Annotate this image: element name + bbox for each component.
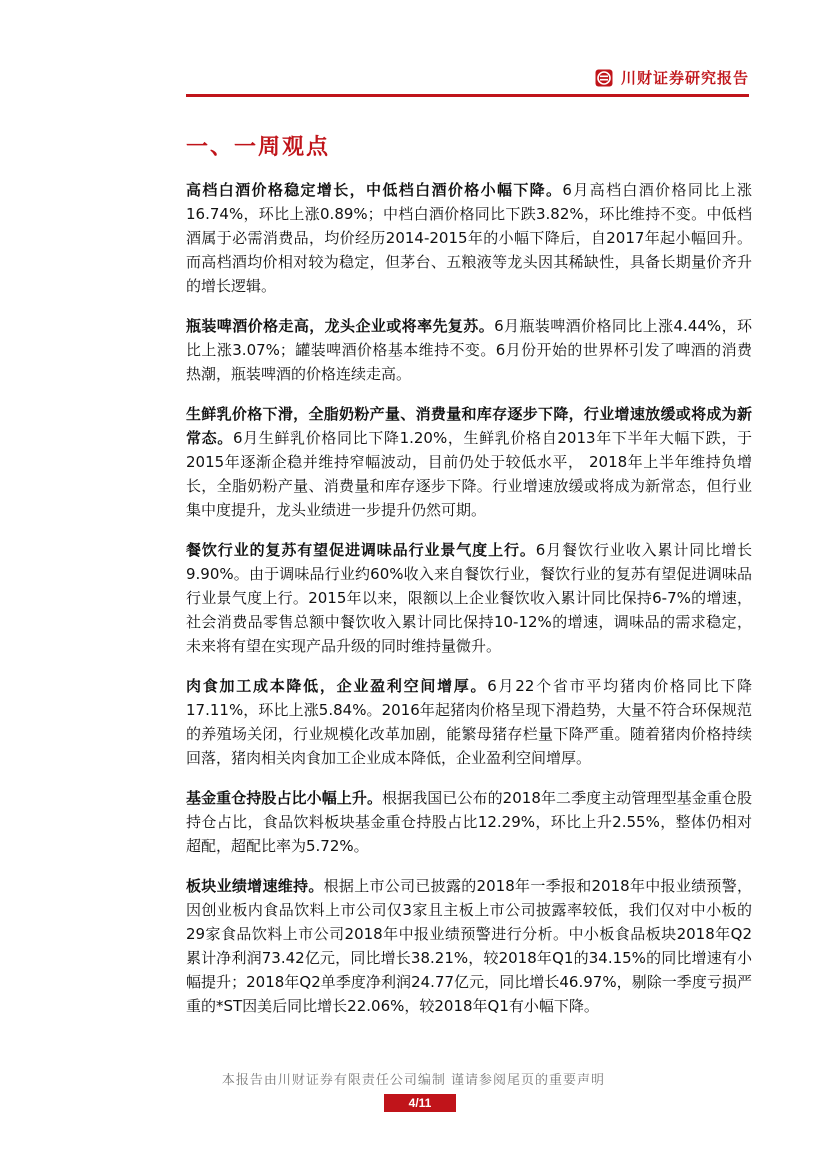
paragraph-body: 根据上市公司已披露的2018年一季报和2018年中报业绩预警，因创业板内食品饮料上市公司仅3家且主板上市公司披露率较低，我们仅对中小板的29家食品饮料上市公司2018年中报业绩预警进行分析。中小板食品板块2018年Q2累计净利润73.42亿元，同比增长38.21%，较2018年Q1的34.15%的同比增速有小幅提升；2018年Q2单季度净利润24.77亿元，同比增长46.97%，剔除一季度亏损严重的*ST因美后同比增长22.06%，较2018年Q1有小幅下降。 [186,877,752,1015]
paragraph-lead: 瓶装啤酒价格走高，龙头企业或将率先复苏。 [186,317,495,335]
paragraph [186,786,752,858]
brand-logo-icon [595,69,613,87]
paragraph [186,314,752,386]
paragraph-body: 6月餐饮行业收入累计同比增长9.90%。由于调味品行业约60%收入来自餐饮行业，餐饮行业的复苏有望促进调味品行业景气度上行。2015年以来，限额以上企业餐饮收入累计同比保持6-7%的增速，社会消费品零售总额中餐饮收入累计同比保持10-12%的增速，调味品的需求稳定，未来将有望在实现产品升级的同时维持量微升。 [186,541,752,655]
page-header [186,66,749,92]
paragraph-lead: 高档白酒价格稳定增长，中低档白酒价格小幅下降。 [186,181,563,199]
paragraph [186,402,752,522]
paragraph [186,674,752,770]
paragraph-body: 根据我国已公布的2018年二季度主动管理型基金重仓股持仓占比，食品饮料板块基金重仓持股占比12.29%，环比上升2.55%，整体仍相对超配，超配比率为5.72%。 [186,789,752,855]
page-number: 4/11 [384,1094,456,1112]
paragraph [186,538,752,658]
paragraph [186,178,752,298]
footer-disclaimer: 本报告由川财证券有限责任公司编制 谨请参阅尾页的重要声明 [221,1073,606,1088]
paragraph-body: 6月瓶装啤酒价格同比上涨4.44%，环比上涨3.07%；罐装啤酒价格基本维持不变。6月份开始的世界杯引发了啤酒的消费热潮，瓶装啤酒的价格连续走高。 [186,317,752,383]
paragraph-lead: 基金重仓持股占比小幅上升。 [186,789,383,807]
section-title: 一、一周观点 [186,135,331,160]
paragraph-lead: 餐饮行业的复苏有望促进调味品行业景气度上行。 [186,541,536,559]
paragraph-body: 6月高档白酒价格同比上涨16.74%，环比上涨0.89%；中档白酒价格同比下跌3.82%，环比维持不变。中低档酒属于必需消费品，均价经历2014-2015年的小幅下降后，自2017年起小幅回升。而高档酒均价相对较为稳定，但茅台、五粮液等龙头因其稀缺性，具备长期量价齐升的增长逻辑。 [186,181,752,295]
header-divider [186,94,749,97]
paragraph-body: 6月生鲜乳价格同比下降1.20%，生鲜乳价格自2013年下半年大幅下跌，于2015年逐渐企稳并维持窄幅波动，目前仍处于较低水平， 2018年上半年维持负增长，全脂奶粉产量、消费量和库存逐步下降。行业增速放缓或将成为新常态，但行业集中度提升，龙头业绩进一步提升仍然可期。 [186,429,752,519]
paragraph-lead: 板块业绩增速维持。 [186,877,324,895]
paragraph-lead: 肉食加工成本降低，企业盈利空间增厚。 [186,677,488,695]
report-body [186,178,752,1034]
paragraph [186,874,752,1018]
paragraph-lead: 生鲜乳价格下滑，全脂奶粉产量、消费量和库存逐步下降，行业增速放缓或将成为新常态。 [186,405,752,447]
paragraph-body: 6月22个省市平均猪肉价格同比下降17.11%，环比上涨5.84%。2016年起猪肉价格呈现下滑趋势，大量不符合环保规范的养殖场关闭，行业规模化改革加剧，能繁母猪存栏量下降严重。随着猪肉价格持续回落，猪肉相关肉食加工企业成本降低，企业盈利空间增厚。 [186,677,752,767]
header-brand [595,68,749,88]
header-title: 川财证券研究报告 [620,69,749,87]
